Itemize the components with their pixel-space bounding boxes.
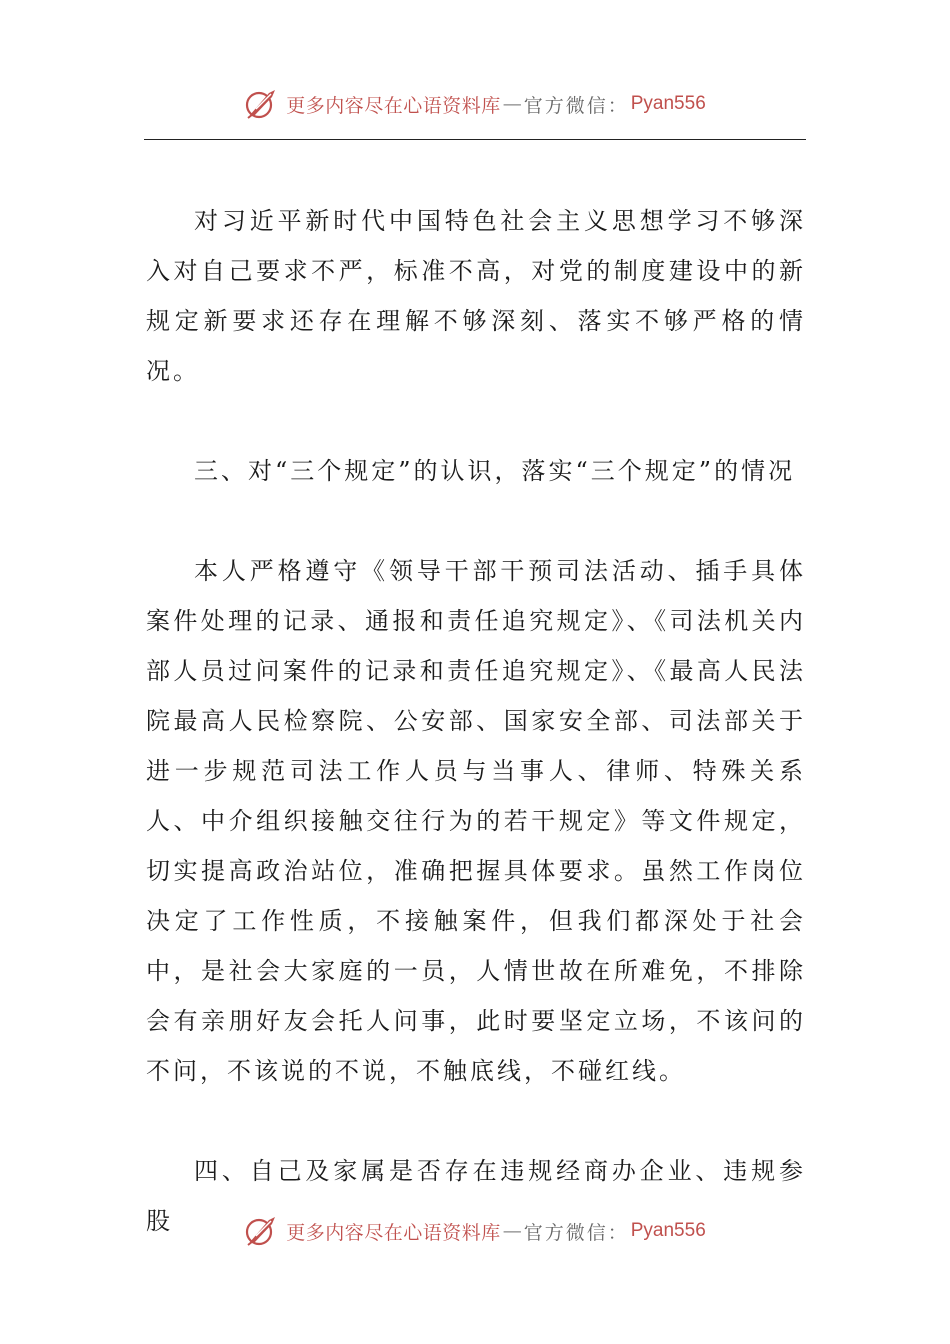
- header-divider: [144, 139, 806, 140]
- footer-banner: [0, 1211, 950, 1251]
- header-account-id: Pyan556: [630, 93, 706, 114]
- paragraph-study-shortcomings: 对习近平新时代中国特色社会主义思想学习不够深入对自己要求不严，标准不高，对党的制度建设中的新规定新要求还存在理解不够深刻、落实不够严格的情况。: [146, 207, 806, 385]
- header-banner-text: [286, 91, 706, 118]
- footer-account-id: Pyan556: [630, 1220, 706, 1241]
- document-body: [146, 196, 806, 1246]
- paragraph-gap: [146, 1096, 806, 1146]
- section-heading-three-regulations: 三、对“三个规定”的认识，落实“三个规定”的情况: [194, 457, 796, 485]
- footer-banner-text: [286, 1218, 706, 1245]
- header-brand-text: 更多内容尽在心语资料库: [286, 94, 501, 117]
- header-dash: —: [502, 93, 522, 115]
- paragraph-regulations-compliance: 本人严格遵守《领导干部干预司法活动、插手具体案件处理的记录、通报和责任追究规定》、《司法机关内部人员过问案件的记录和责任追究规定》、《最高人民法院最高人民检察院、公安部、国家安全部、司法部关于进一步规范司法工作人员与当事人、律师、特殊关系人、中介组织接触交往行为的若干规定》等文件规定，切实提高政治站位，准确把握具体要求。虽然工作岗位决定了工作性质，不接触案件，但我们都深处于社会中，是社会大家庭的一员，人情世故在所难免，不排除会有亲朋好友会托人问事，此时要坚定立场，不该问的不问，不该说的不说，不触底线，不碰红线。: [146, 557, 806, 1085]
- footer-dash: —: [502, 1220, 522, 1242]
- quill-pen-logo-icon: [244, 1214, 278, 1248]
- paragraph-gap: [146, 496, 806, 546]
- quill-pen-logo-icon: [244, 87, 278, 121]
- footer-brand-text: 更多内容尽在心语资料库: [286, 1221, 501, 1244]
- header-banner: [0, 84, 950, 124]
- header-official-label: 官方微信：: [523, 94, 629, 117]
- footer-official-label: 官方微信：: [523, 1221, 629, 1244]
- paragraph-gap: [146, 396, 806, 446]
- section-heading-business-activities: 四、自己及家属是否存在违规经商办企业、违规参股: [146, 1157, 806, 1235]
